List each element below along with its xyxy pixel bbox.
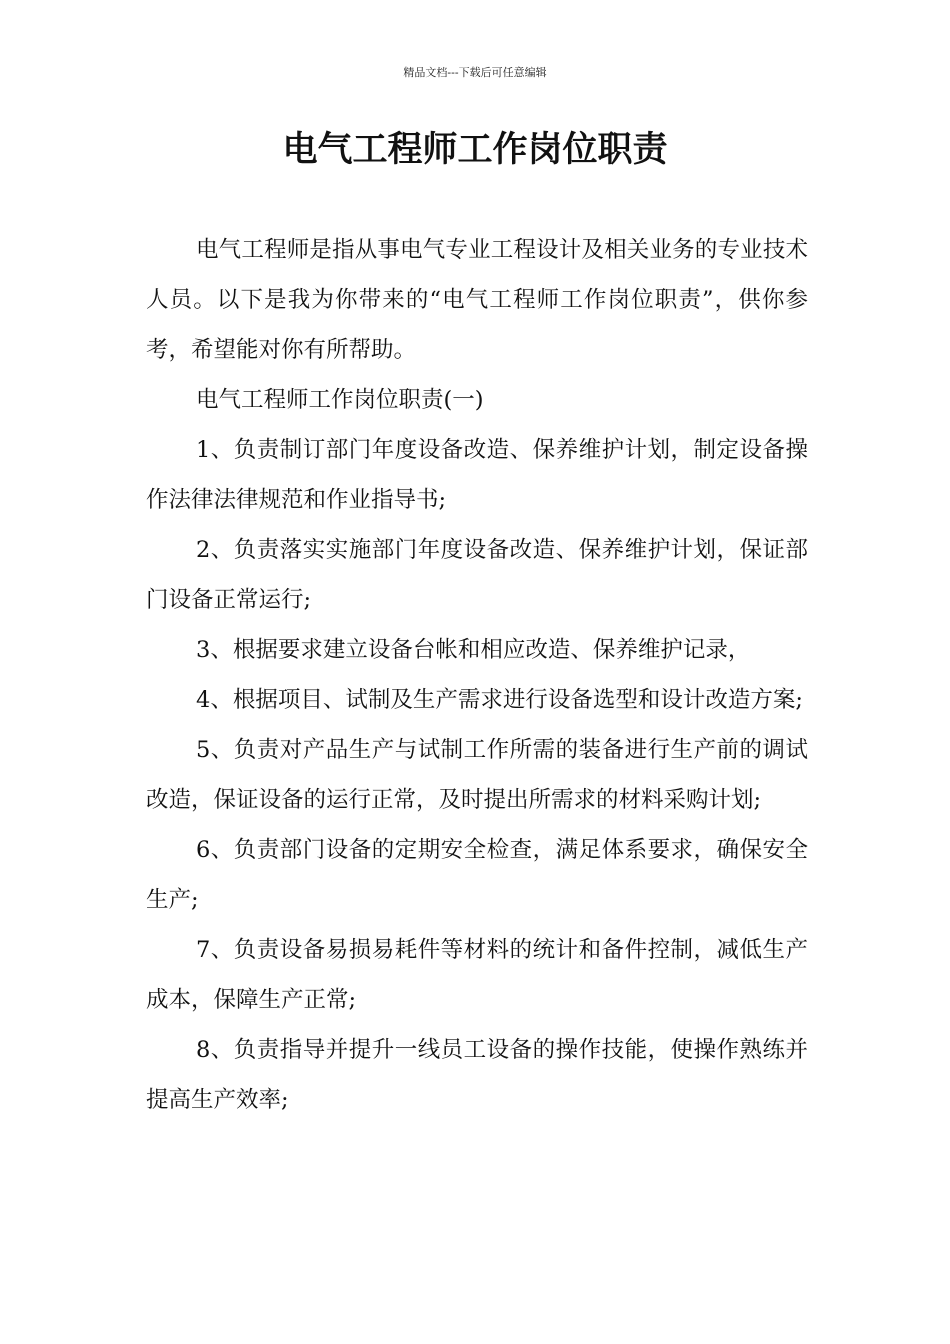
duty-item-2: 2、负责落实实施部门年度设备改造、保养维护计划，保证部门设备正常运行; (146, 537, 808, 613)
duty-item-3: 3、根据要求建立设备台帐和相应改造、保养维护记录， (196, 637, 751, 663)
duty-item-1: 1、负责制订部门年度设备改造、保养维护计划，制定设备操作法律法律规范和作业指导书; (146, 437, 808, 513)
intro-paragraph: 电气工程师是指从事电气专业工程设计及相关业务的专业技术人员。以下是我为你带来的“电气工程师工作岗位职责”，供你参考，希望能对你有所帮助。 (146, 237, 808, 363)
duty-item-8: 8、负责指导并提升一线员工设备的操作技能，使操作熟练并提高生产效率; (146, 1037, 808, 1113)
document-body (146, 225, 808, 1125)
duty-item-6: 6、负责部门设备的定期安全检查，满足体系要求，确保安全生产; (146, 837, 808, 913)
duty-item-7: 7、负责设备易损易耗件等材料的统计和备件控制，减低生产成本，保障生产正常; (146, 937, 808, 1013)
document-title: 电气工程师工作岗位职责 (282, 130, 668, 170)
duty-item-4: 4、根据项目、试制及生产需求进行设备选型和设计改造方案; (196, 687, 803, 713)
header-note: 精品文档---下载后可任意编辑 (403, 66, 547, 79)
section-heading: 电气工程师工作岗位职责(一) (196, 387, 484, 413)
duty-item-5: 5、负责对产品生产与试制工作所需的装备进行生产前的调试改造，保证设备的运行正常，及时提出所需求的材料采购计划; (146, 737, 808, 813)
